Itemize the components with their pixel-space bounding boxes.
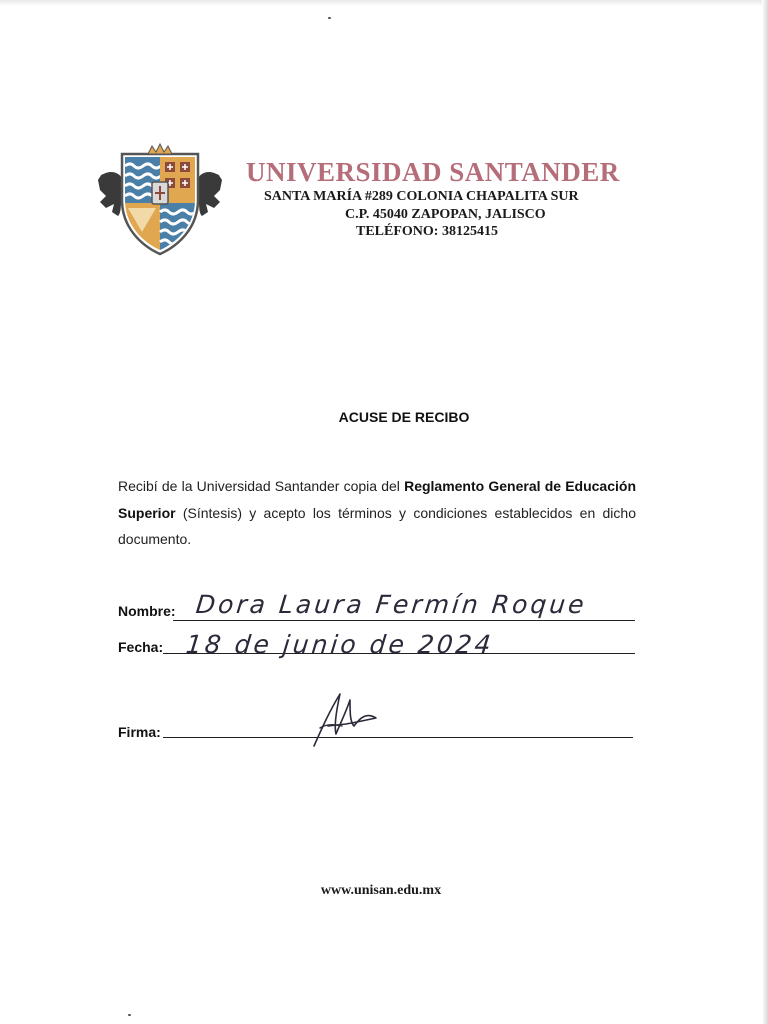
phone-line: TELÉFONO: 38125415: [356, 224, 498, 239]
regulation-name: Reglamento General de Educación Superior: [118, 478, 637, 521]
address-line-1: SANTA MARÍA #289 COLONIA CHAPALITA SUR: [264, 189, 579, 204]
handwritten-signature[interactable]: [300, 688, 386, 750]
address-line-2: C.P. 45040 ZAPOPAN, JALISCO: [345, 207, 546, 222]
body-paragraph: [118, 473, 636, 553]
scan-edge-top: [0, 0, 768, 6]
date-label: Fecha:: [118, 639, 164, 655]
name-label: Nombre:: [118, 603, 176, 619]
university-crest-logo: [92, 142, 228, 258]
document-title: ACUSE DE RECIBO: [338, 409, 470, 425]
name-handwritten-value[interactable]: Dora Laura Fermín Roque: [194, 590, 589, 619]
footer-website: www.unisan.edu.mx: [320, 883, 442, 898]
signature-line: [163, 737, 633, 738]
university-name: UNIVERSIDAD SANTANDER: [246, 157, 620, 187]
scan-speck: [128, 1014, 131, 1016]
body-text-part-1: Recibí de la Universidad Santander copia del: [118, 478, 405, 494]
date-handwritten-value[interactable]: 18 de junio de 2024: [184, 630, 496, 659]
name-line: [173, 620, 635, 621]
body-text-part-2: (Síntesis) y acepto los términos y condiciones establecidos en dicho documento.: [118, 504, 636, 547]
signature-label: Firma:: [118, 724, 161, 740]
scan-edge-right: [762, 0, 768, 1024]
scan-speck: [328, 17, 331, 19]
